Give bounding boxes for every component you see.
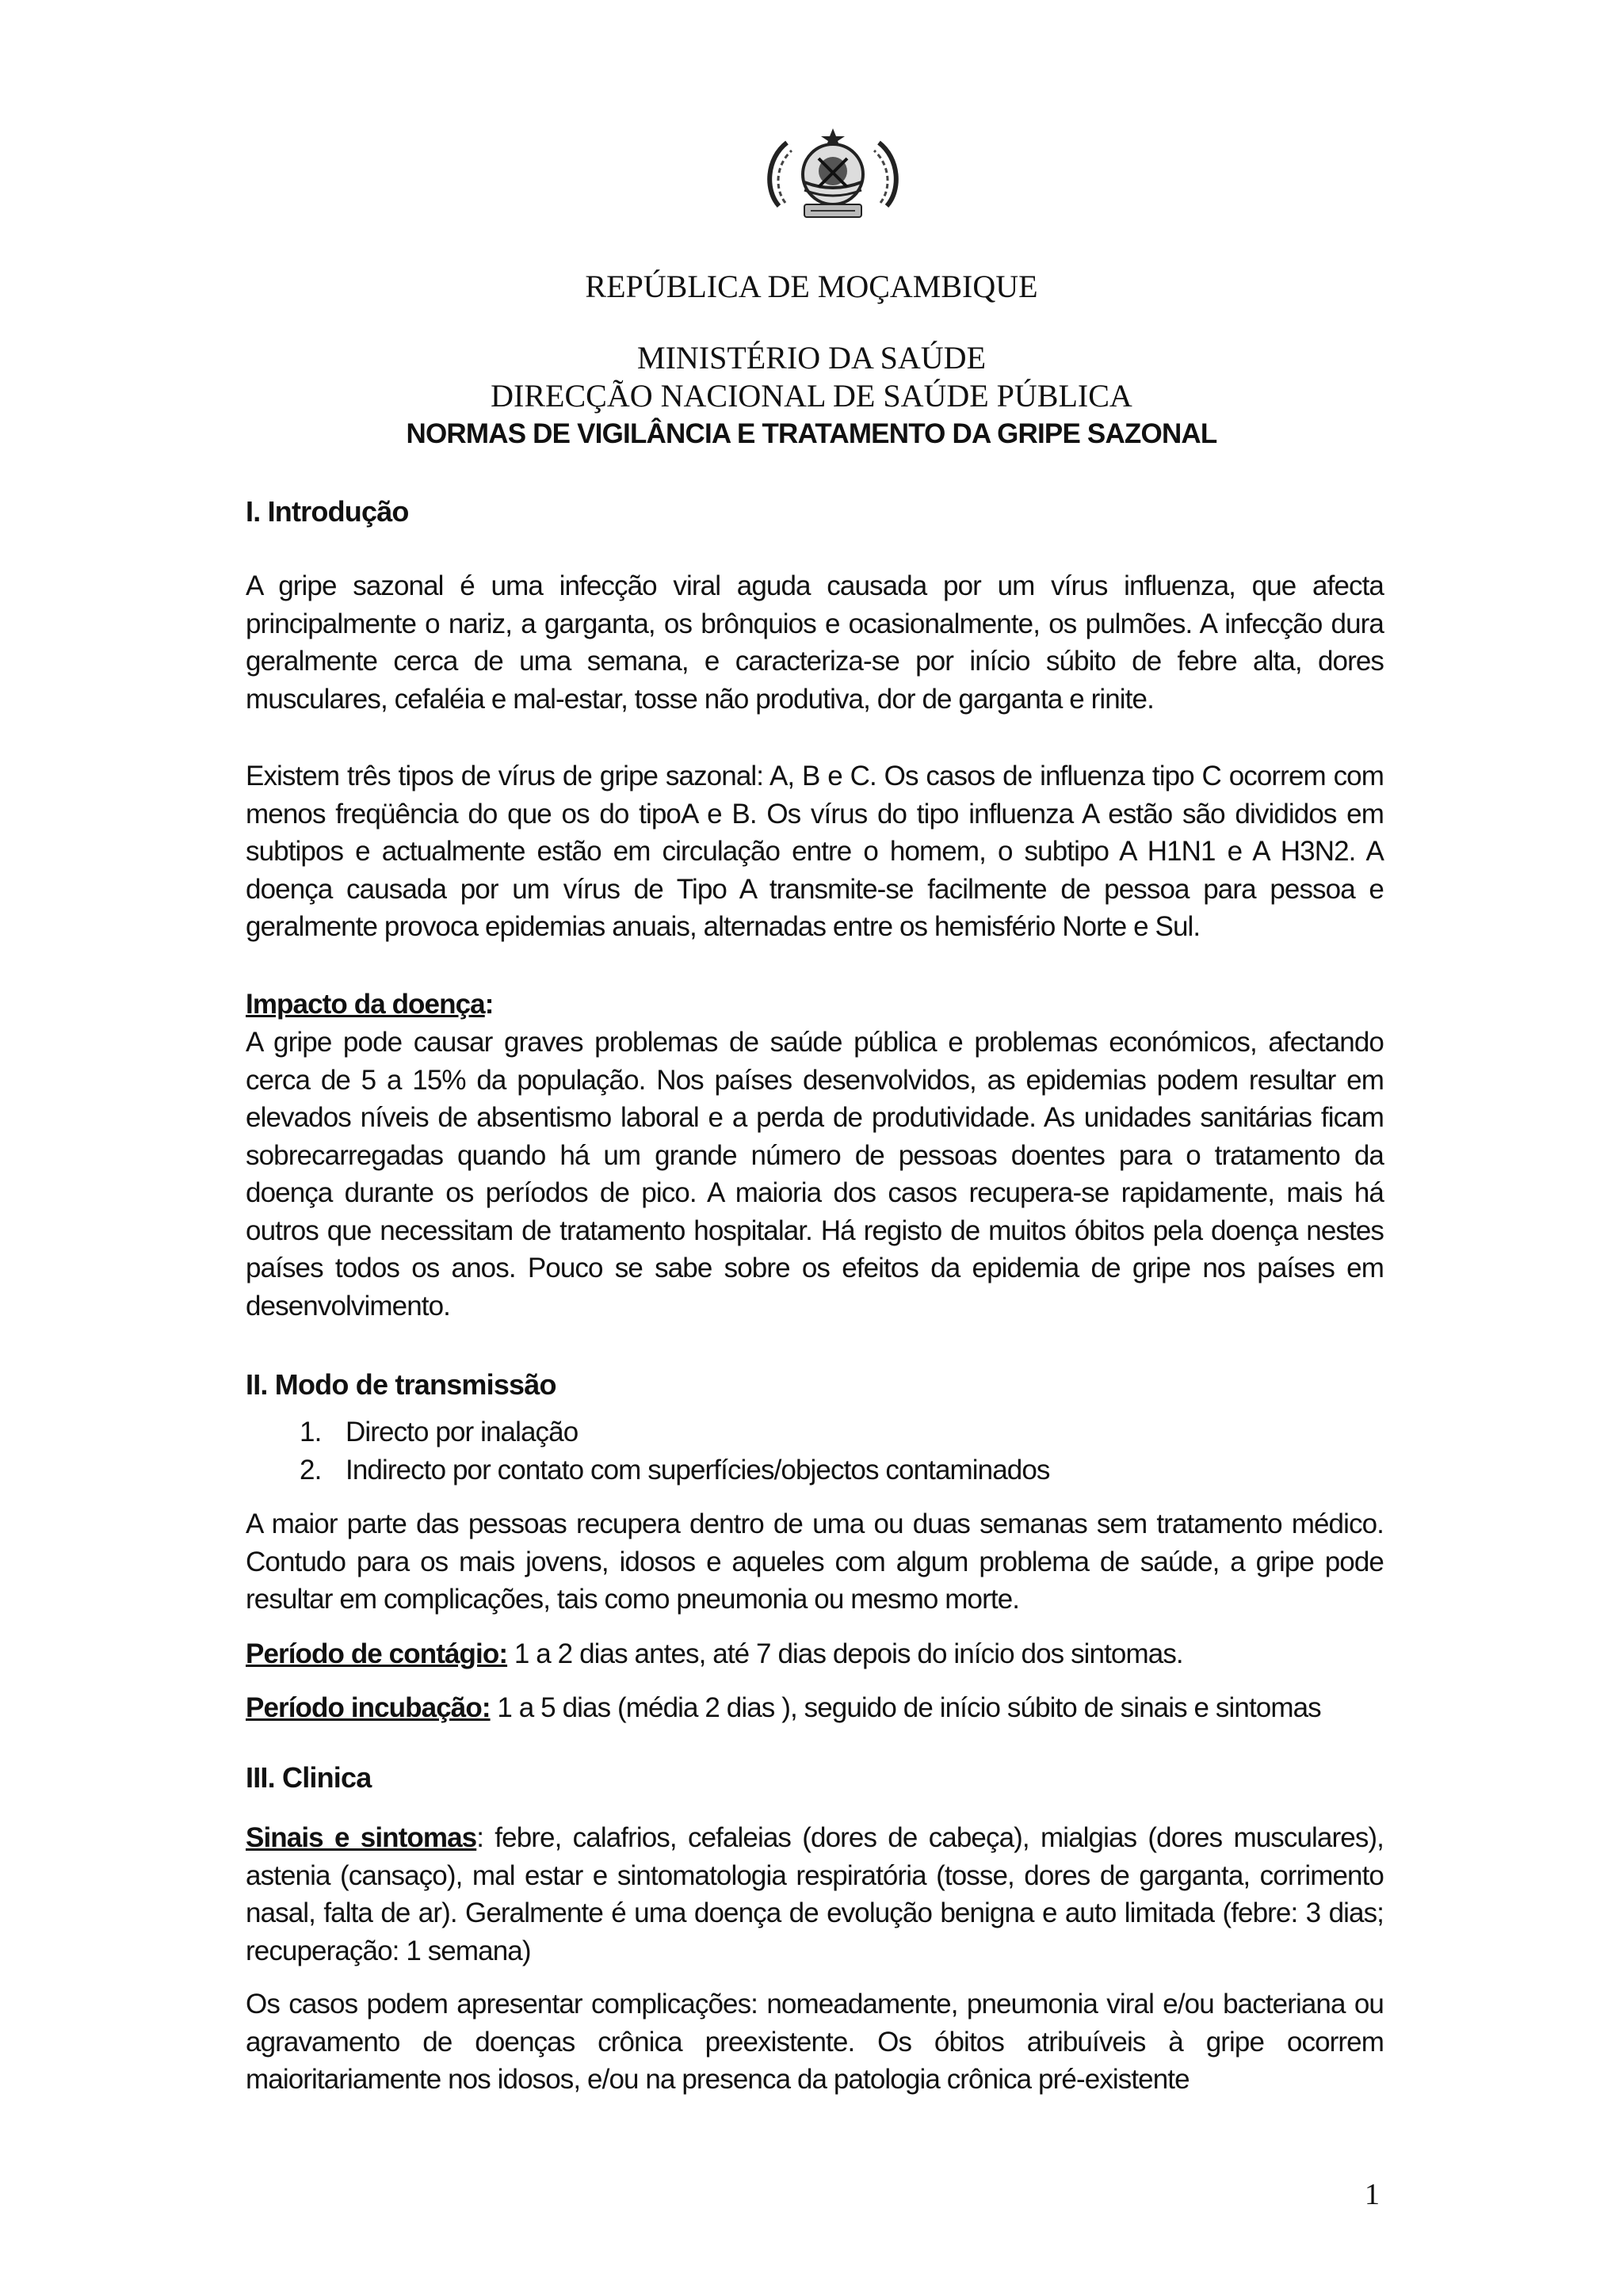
contagion-text: 1 a 2 dias antes, até 7 dias depois do início dos sintomas. [507, 1638, 1183, 1669]
directorate-heading: DIRECÇÃO NACIONAL DE SAÚDE PÚBLICA [491, 378, 1132, 414]
signs-symptoms-paragraph [246, 1819, 1384, 1970]
list-item-number: 2. [300, 1455, 322, 1486]
incubation-text: 1 a 5 dias (média 2 dias ), seguido de início súbito de sinais e sintomas [490, 1692, 1321, 1723]
complications-paragraph: Os casos podem apresentar complicações: nomeadamente, pneumonia viral e/ou bacteriana ou agravamento de doenças crônica preexistente. Os óbitos atribuíveis à gripe ocorrem maioritariamente nos idosos, e/ou na presenca da patologia crônica pré-existente [246, 1989, 1384, 2095]
intro-paragraph-1: A gripe sazonal é uma infecção viral aguda causada por um vírus influenza, que afecta principalmente o nariz, a garganta, os brônquios e ocasionalmente, os pulmões. A infecção dura geralmente cerca de uma semana, e caracteriza-se por início súbito de febre alta, dores musculares, cefaléia e mal-estar, tosse não produtiva, dor de garganta e rinite. [246, 570, 1384, 715]
ministry-heading: MINISTÉRIO DA SAÚDE [637, 340, 986, 376]
list-item [246, 1413, 1384, 1451]
signs-text: : febre, calafrios, cefaleias (dores de cabeça), mialgias (dores musculares), astenia (cansaço), mal estar e sintomatologia respiratória (tosse, dores de garganta, corrimento nasal, falta de ar). Geralmente é uma doença de evolução benigna e auto limitada (febre: 3 dias; recuperação: 1 semana) [246, 1822, 1384, 1966]
list-item-text: Indirecto por contato com superfícies/objectos contaminados [346, 1455, 1050, 1486]
list-item [246, 1451, 1384, 1489]
transmission-paragraph: A maior parte das pessoas recupera dentro de uma ou duas semanas sem tratamento médico. Contudo para os mais jovens, idosos e aqueles com algum problema de saúde, a gripe pode resultar em complicações, tais como pneumonia ou mesmo morte. [246, 1508, 1384, 1615]
coat-of-arms-emblem [763, 127, 903, 222]
section-heading-transmission: II. Modo de transmissão [246, 1368, 556, 1401]
transmission-list [246, 1413, 1384, 1489]
page-number: 1 [1365, 2178, 1380, 2211]
incubation-period [246, 1689, 1384, 1727]
impact-colon: : [484, 989, 494, 1020]
section-heading-clinical: III. Clinica [246, 1761, 372, 1794]
impact-paragraph: A gripe pode causar graves problemas de saúde pública e problemas económicos, afectando cerca de 5 a 15% da população. Nos países desenvolvidos, as epidemias podem resultar em elevados níveis de absentismo laboral e a perda de produtividade. As unidades sanitárias ficam sobrecarregadas quando há um grande número de pessoas doentes para o tratamento da doença durante os períodos de pico. A maioria dos casos recupera-se rapidamente, mais há outros que necessitam de tratamento hospitalar. Há registo de muitos óbitos pela doença nestes países todos os anos. Pouco se sabe sobre os efeitos da epidemia de gripe nos países em desenvolvimento. [246, 1027, 1384, 1322]
signs-label: Sinais e sintomas [246, 1822, 477, 1853]
section-heading-introduction: I. Introdução [246, 495, 409, 528]
country-heading: REPÚBLICA DE MOÇAMBIQUE [585, 269, 1038, 304]
impact-label: Impacto da doença [246, 989, 485, 1020]
impact-label-line [246, 986, 1384, 1024]
list-item-text: Directo por inalação [346, 1417, 579, 1447]
document-title: NORMAS DE VIGILÂNCIA E TRATAMENTO DA GRIPE SAZONAL [406, 418, 1217, 449]
intro-paragraph-2: Existem três tipos de vírus de gripe sazonal: A, B e C. Os casos de influenza tipo C ocorrem com menos freqüência do que os do tipoA e B. Os vírus do tipo influenza A estão são divididos em subtipos e actualmente estão em circulação entre o homem, o subtipo A H1N1 e A H3N2. A doença causada por um vírus de Tipo A transmite-se facilmente de pessoa para pessoa e geralmente provoca epidemias anuais, alternadas entre os hemisfério Norte e Sul. [246, 761, 1384, 942]
list-item-number: 1. [300, 1417, 322, 1447]
contagion-period [246, 1635, 1384, 1673]
contagion-label: Período de contágio: [246, 1638, 508, 1669]
incubation-label: Período incubação: [246, 1692, 491, 1723]
